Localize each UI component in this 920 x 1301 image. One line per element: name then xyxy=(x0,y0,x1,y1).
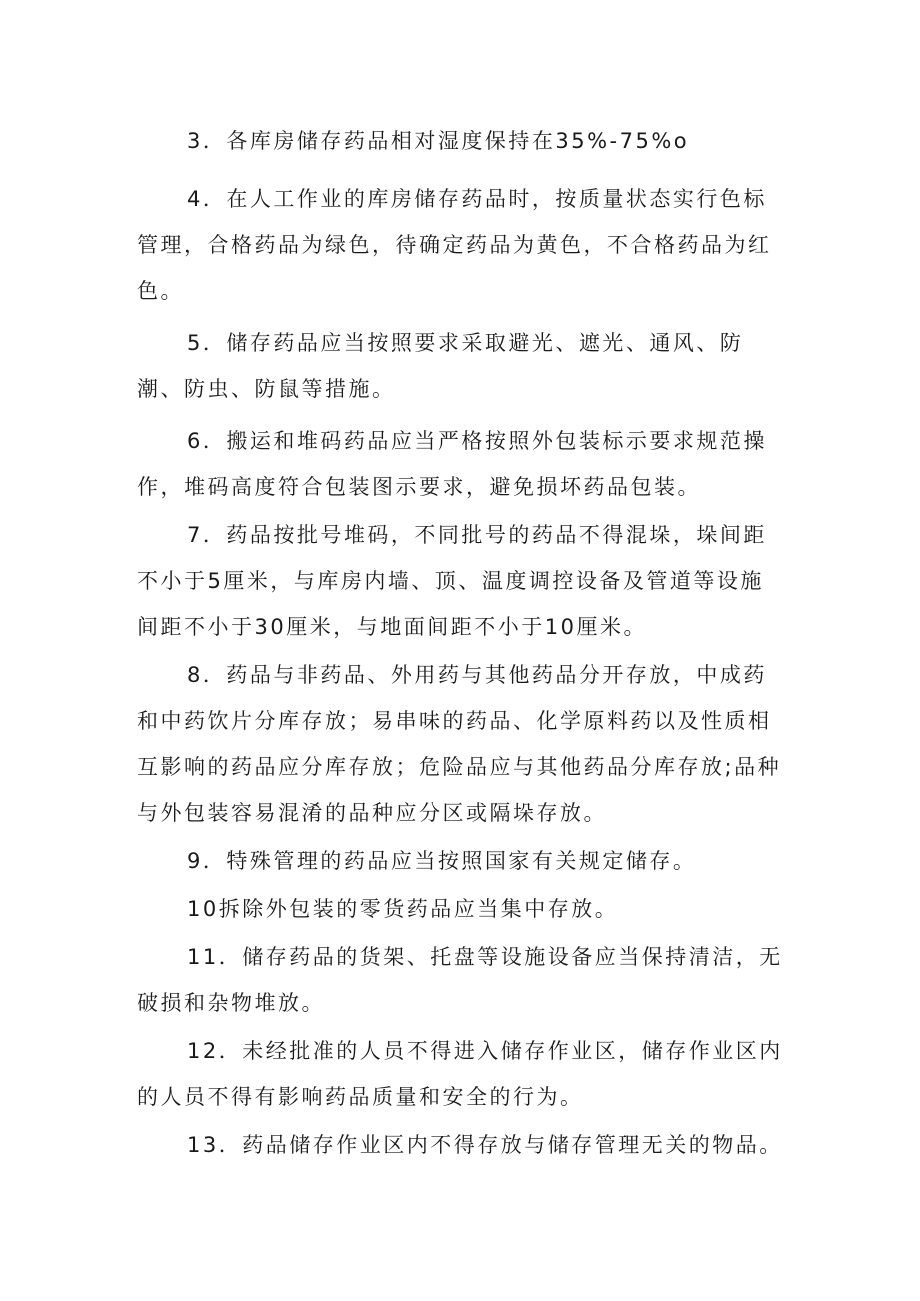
paragraph-item-6: 6．搬运和堆码药品应当严格按照外包装标示要求规范操作，堆码高度符合包装图示要求，避免损坏药品包装。 xyxy=(137,429,767,499)
paragraph-item-7: 7．药品按批号堆码，不同批号的药品不得混垛，垛间距不小于5厘米，与库房内墙、顶、温度调控设备及管道等设施间距不小于30厘米，与地面间距不小于10厘米。 xyxy=(137,523,767,639)
paragraph-item-11: 11．储存药品的货架、托盘等设施设备应当保持清洁，无破损和杂物堆放。 xyxy=(137,945,783,1015)
paragraph-item-4: 4．在人工作业的库房储存药品时，按质量状态实行色标管理，合格药品为绿色，待确定药品为黄色，不合格药品为红色。 xyxy=(137,187,772,303)
paragraph-item-10: 10拆除外包装的零货药品应当集中存放。 xyxy=(187,897,619,921)
document-body xyxy=(137,118,787,1168)
paragraph-item-12: 12．未经批准的人员不得进入储存作业区，储存作业区内的人员不得有影响药品质量和安全的行为。 xyxy=(137,1039,783,1109)
paragraph-item-3: 3．各库房储存药品相对湿度保持在35%-75%o xyxy=(187,129,690,153)
paragraph-item-9: 9．特殊管理的药品应当按照国家有关规定储存。 xyxy=(187,849,697,873)
paragraph-item-5: 5．储存药品应当按照要求采取避光、遮光、通风、防潮、防虫、防鼠等措施。 xyxy=(137,331,744,401)
paragraph-item-8: 8．药品与非药品、外用药与其他药品分开存放，中成药和中药饮片分库存放；易串味的药品、化学原料药以及性质相互影响的药品应分库存放；危险品应与其他药品分库存放;品种与外包装容易混淆的品种应分区或隔垛存放。 xyxy=(137,663,782,825)
paragraph-item-13: 13．药品储存作业区内不得存放与储存管理无关的物品。 xyxy=(187,1133,783,1157)
